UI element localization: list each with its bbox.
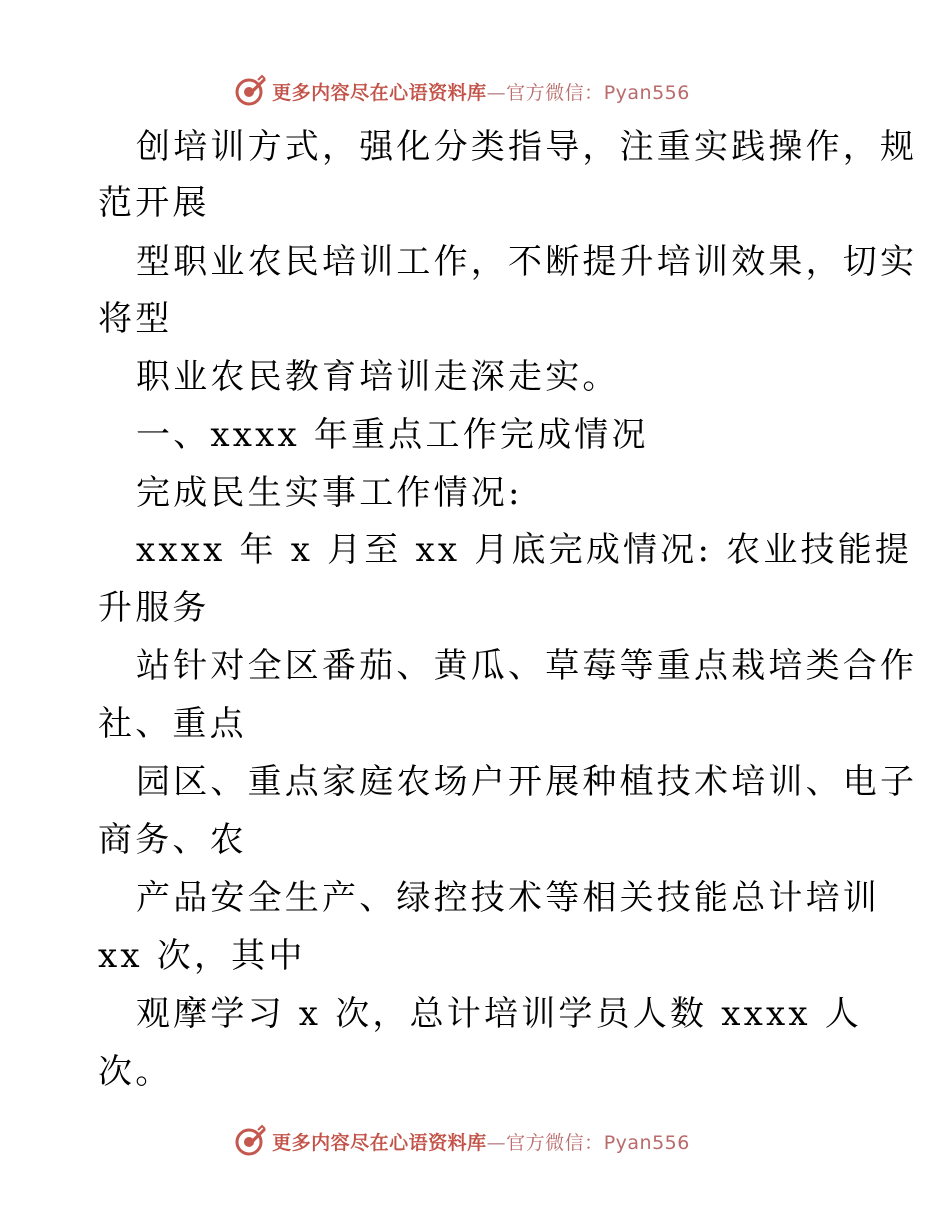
paragraph-line: xxxx 年 x 月至 xx 月底完成情况: 农业技能提 (136, 530, 913, 570)
watermark-text (272, 1128, 690, 1155)
watermark-wechat-label: 官方微信： (506, 81, 604, 104)
watermark-wechat-label: 官方微信： (506, 1131, 604, 1154)
paragraph-line: 型职业农民培训工作，不断提升培训效果，切实 (136, 242, 918, 282)
footer-watermark (0, 1121, 950, 1161)
paragraph-line: 次。 (98, 1052, 173, 1092)
watermark-text (272, 78, 690, 105)
watermark-main-text: 更多内容尽在心语资料库 (272, 81, 487, 104)
paragraph-line: 范开展 (98, 183, 210, 223)
paragraph-line: 观摩学习 x 次，总计培训学员人数 xxxx 人 (136, 994, 862, 1034)
watermark-wechat-id: Pyan556 (603, 1131, 690, 1154)
paragraph-line: 升服务 (98, 588, 210, 628)
paragraph-line: 产品安全生产、绿控技术等相关技能总计培训 (136, 878, 880, 918)
paragraph-line: 职业农民教育培训走深走实。 (136, 357, 620, 397)
paragraph-line: 社、重点 (98, 704, 247, 744)
paragraph-line: 完成民生实事工作情况: (136, 473, 523, 513)
paragraph-line: 将型 (98, 299, 173, 339)
quill-pen-logo-icon (234, 1124, 268, 1158)
watermark-main-text: 更多内容尽在心语资料库 (272, 1131, 487, 1154)
header-watermark (0, 71, 950, 111)
paragraph-line: 创培训方式，强化分类指导，注重实践操作，规 (136, 127, 918, 167)
quill-pen-logo-icon (234, 74, 268, 108)
paragraph-line: 园区、重点家庭农场户开展种植技术培训、电子 (136, 762, 918, 802)
section-heading: 一、xxxx 年重点工作完成情况 (136, 415, 649, 455)
watermark-wechat-id: Pyan556 (603, 81, 690, 104)
watermark-separator: — (486, 81, 507, 104)
paragraph-line: 站针对全区番茄、黄瓜、草莓等重点栽培类合作 (136, 646, 918, 686)
watermark-separator: — (486, 1131, 507, 1154)
paragraph-line: xx 次，其中 (98, 936, 306, 976)
paragraph-line: 商务、农 (98, 820, 247, 860)
